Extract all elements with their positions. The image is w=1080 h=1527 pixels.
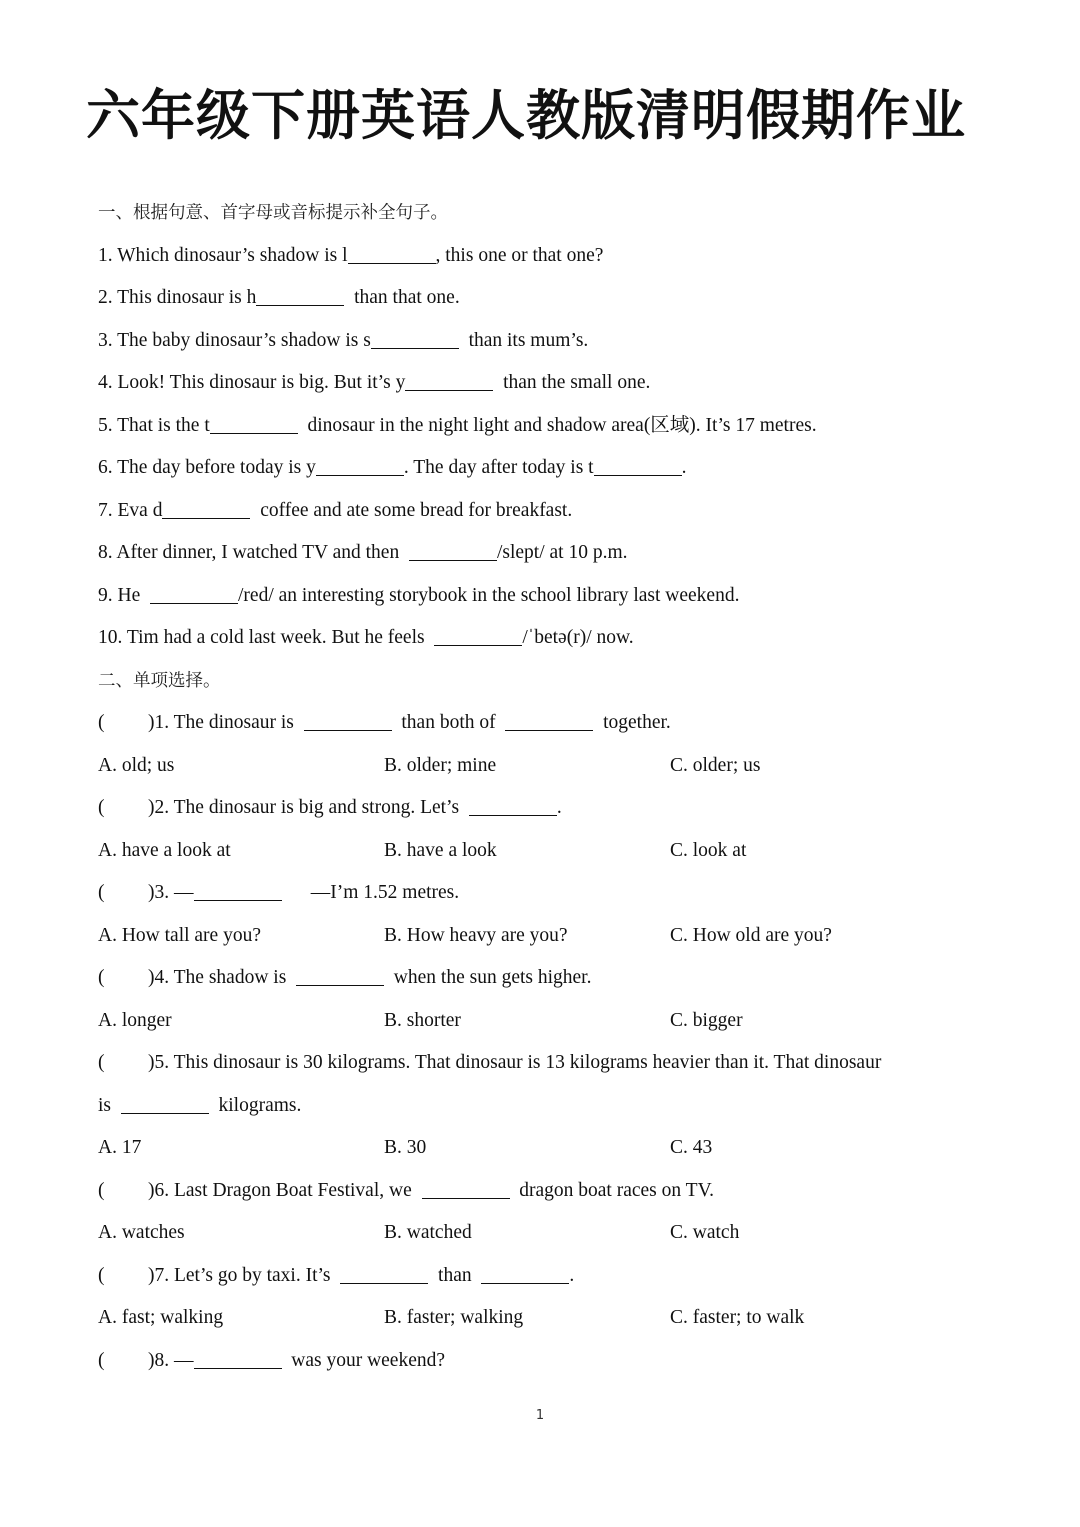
answer-option[interactable]: B. shorter: [384, 1009, 461, 1031]
answer-option[interactable]: A. How tall are you?: [98, 924, 261, 946]
item-text: dinosaur in the night light and shadow area(区域). It’s 17 metres.: [297, 414, 817, 436]
answer-option[interactable]: B. faster; walking: [384, 1307, 524, 1328]
item-text: , this one or that one?: [435, 244, 604, 266]
question-text: when the sun gets higher.: [384, 967, 592, 988]
question-stem: [98, 1170, 998, 1213]
item-text: than its mum’s.: [458, 329, 589, 351]
answer-option[interactable]: A. 17: [98, 1137, 142, 1158]
item-text: 1. Which dinosaur’s shadow is l: [98, 244, 348, 266]
section-2-questions: [98, 702, 998, 1382]
answer-blank[interactable]: [296, 966, 384, 987]
item-text: 10. Tim had a cold last week. But he feels: [98, 627, 435, 648]
question-continuation: [98, 1085, 998, 1128]
answer-option[interactable]: A. fast; walking: [98, 1307, 224, 1328]
answer-option[interactable]: A. have a look at: [98, 839, 231, 861]
answer-blank[interactable]: [256, 286, 344, 307]
answer-options: [98, 1297, 998, 1340]
answer-paren[interactable]: (: [98, 1349, 105, 1371]
answer-blank[interactable]: [505, 711, 593, 732]
fill-in-item: [98, 277, 998, 320]
item-text: 8. After dinner, I watched TV and then: [98, 542, 409, 563]
question-text: is: [98, 1094, 121, 1116]
page-title: 六年级下册英语人教版清明假期作业: [86, 84, 966, 147]
answer-option[interactable]: C. 43: [670, 1137, 713, 1158]
fill-in-item: [98, 532, 998, 575]
question-text: )7. Let’s go by taxi. It’s: [148, 1264, 341, 1286]
answer-blank[interactable]: [150, 583, 238, 604]
question-stem: [98, 1340, 998, 1383]
item-text: 3. The baby dinosaur’s shadow is s: [98, 329, 371, 351]
answer-option[interactable]: B. have a look: [384, 839, 497, 861]
question-text: .: [569, 1264, 575, 1286]
question-text: together.: [593, 712, 671, 733]
item-text: 9. He: [98, 584, 150, 606]
item-text: 7. Eva d: [98, 499, 163, 521]
question-text: )4. The shadow is: [148, 967, 297, 988]
question-text: was your weekend?: [281, 1349, 446, 1371]
answer-option[interactable]: B. older; mine: [384, 754, 497, 776]
item-text: than that one.: [344, 287, 460, 308]
section-2-heading: 二、单项选择。: [98, 670, 221, 691]
answer-options: [98, 745, 998, 788]
question-stem: [98, 1042, 998, 1085]
answer-option[interactable]: C. look at: [670, 839, 747, 861]
answer-options: [98, 1000, 998, 1043]
answer-option[interactable]: A. longer: [98, 1009, 172, 1031]
answer-option[interactable]: C. bigger: [670, 1009, 743, 1031]
answer-blank[interactable]: [405, 371, 493, 392]
question-text: )5. This dinosaur is 30 kilograms. That dinosaur is 13 kilograms heavier than it. That dinosaur: [148, 1052, 882, 1073]
answer-option[interactable]: C. watch: [670, 1222, 740, 1243]
answer-paren[interactable]: (: [98, 797, 105, 818]
answer-paren[interactable]: (: [98, 1179, 105, 1201]
answer-blank[interactable]: [121, 1093, 209, 1114]
answer-blank[interactable]: [481, 1263, 569, 1284]
answer-blank[interactable]: [304, 711, 392, 732]
fill-in-item: [98, 447, 998, 490]
question-text: .: [556, 797, 562, 818]
answer-paren[interactable]: (: [98, 1264, 105, 1286]
answer-blank[interactable]: [434, 626, 522, 647]
question-text: dragon boat races on TV.: [509, 1179, 715, 1201]
question-stem: [98, 872, 998, 915]
question-stem: [98, 787, 998, 830]
fill-in-item: [98, 405, 998, 448]
answer-blank[interactable]: [409, 541, 497, 562]
answer-blank[interactable]: [162, 498, 250, 519]
answer-option[interactable]: A. old; us: [98, 754, 175, 776]
item-text: than the small one.: [493, 372, 651, 393]
answer-options: [98, 1127, 998, 1170]
answer-options: [98, 915, 998, 958]
answer-blank[interactable]: [348, 243, 436, 264]
answer-option[interactable]: C. older; us: [670, 754, 761, 776]
item-text: 2. This dinosaur is h: [98, 287, 257, 308]
answer-blank[interactable]: [210, 413, 298, 434]
answer-option[interactable]: C. How old are you?: [670, 924, 832, 946]
fill-in-item: [98, 362, 998, 405]
section-1-heading: 一、根据句意、首字母或音标提示补全句子。: [98, 203, 448, 223]
item-text: . The day after today is t: [403, 457, 594, 478]
question-stem: [98, 957, 998, 1000]
item-text: 5. That is the t: [98, 414, 210, 436]
answer-paren[interactable]: (: [98, 1052, 105, 1073]
answer-options: [98, 1212, 998, 1255]
question-stem: [98, 702, 998, 745]
page-number: 1: [535, 1408, 545, 1423]
answer-paren[interactable]: (: [98, 712, 105, 733]
answer-paren[interactable]: (: [98, 882, 105, 903]
question-text: )6. Last Dragon Boat Festival, we: [148, 1179, 422, 1201]
question-text: than: [428, 1264, 482, 1286]
fill-in-item: [98, 575, 998, 618]
item-text: /slept/ at 10 p.m.: [496, 542, 628, 563]
fill-in-item: [98, 490, 998, 533]
question-text: than both of: [391, 712, 506, 733]
answer-blank[interactable]: [469, 796, 557, 817]
answer-option[interactable]: B. How heavy are you?: [384, 924, 568, 946]
answer-blank[interactable]: [194, 1348, 282, 1369]
answer-option[interactable]: A. watches: [98, 1222, 185, 1243]
question-text: —I’m 1.52 metres.: [281, 882, 460, 903]
question-text: )8. —: [148, 1349, 194, 1371]
worksheet-content: [98, 192, 998, 1382]
answer-blank[interactable]: [422, 1178, 510, 1199]
fill-in-item: [98, 320, 998, 363]
item-text: 6. The day before today is y: [98, 457, 316, 478]
question-text: )2. The dinosaur is big and strong. Let’s: [148, 797, 469, 818]
answer-option[interactable]: B. 30: [384, 1137, 427, 1158]
answer-option[interactable]: B. watched: [384, 1222, 472, 1243]
fill-in-item: [98, 235, 998, 278]
item-text: .: [681, 457, 687, 478]
answer-blank[interactable]: [340, 1263, 428, 1284]
item-text: /red/ an interesting storybook in the school library last weekend.: [238, 584, 740, 606]
question-text: )1. The dinosaur is: [148, 712, 304, 733]
answer-blank[interactable]: [594, 456, 682, 477]
answer-options: [98, 830, 998, 873]
section-1-items: [98, 235, 998, 660]
item-text: coffee and ate some bread for breakfast.: [250, 499, 573, 521]
answer-blank[interactable]: [316, 456, 404, 477]
item-text: 4. Look! This dinosaur is big. But it’s y: [98, 372, 406, 393]
fill-in-item: [98, 617, 998, 660]
answer-blank[interactable]: [194, 881, 282, 902]
question-stem: [98, 1255, 998, 1298]
question-text: )3. —: [148, 882, 194, 903]
question-text: kilograms.: [208, 1094, 302, 1116]
answer-paren[interactable]: (: [98, 967, 105, 988]
answer-blank[interactable]: [371, 328, 459, 349]
item-text: /ˈbetə(r)/ now.: [522, 627, 634, 648]
answer-option[interactable]: C. faster; to walk: [670, 1307, 805, 1328]
